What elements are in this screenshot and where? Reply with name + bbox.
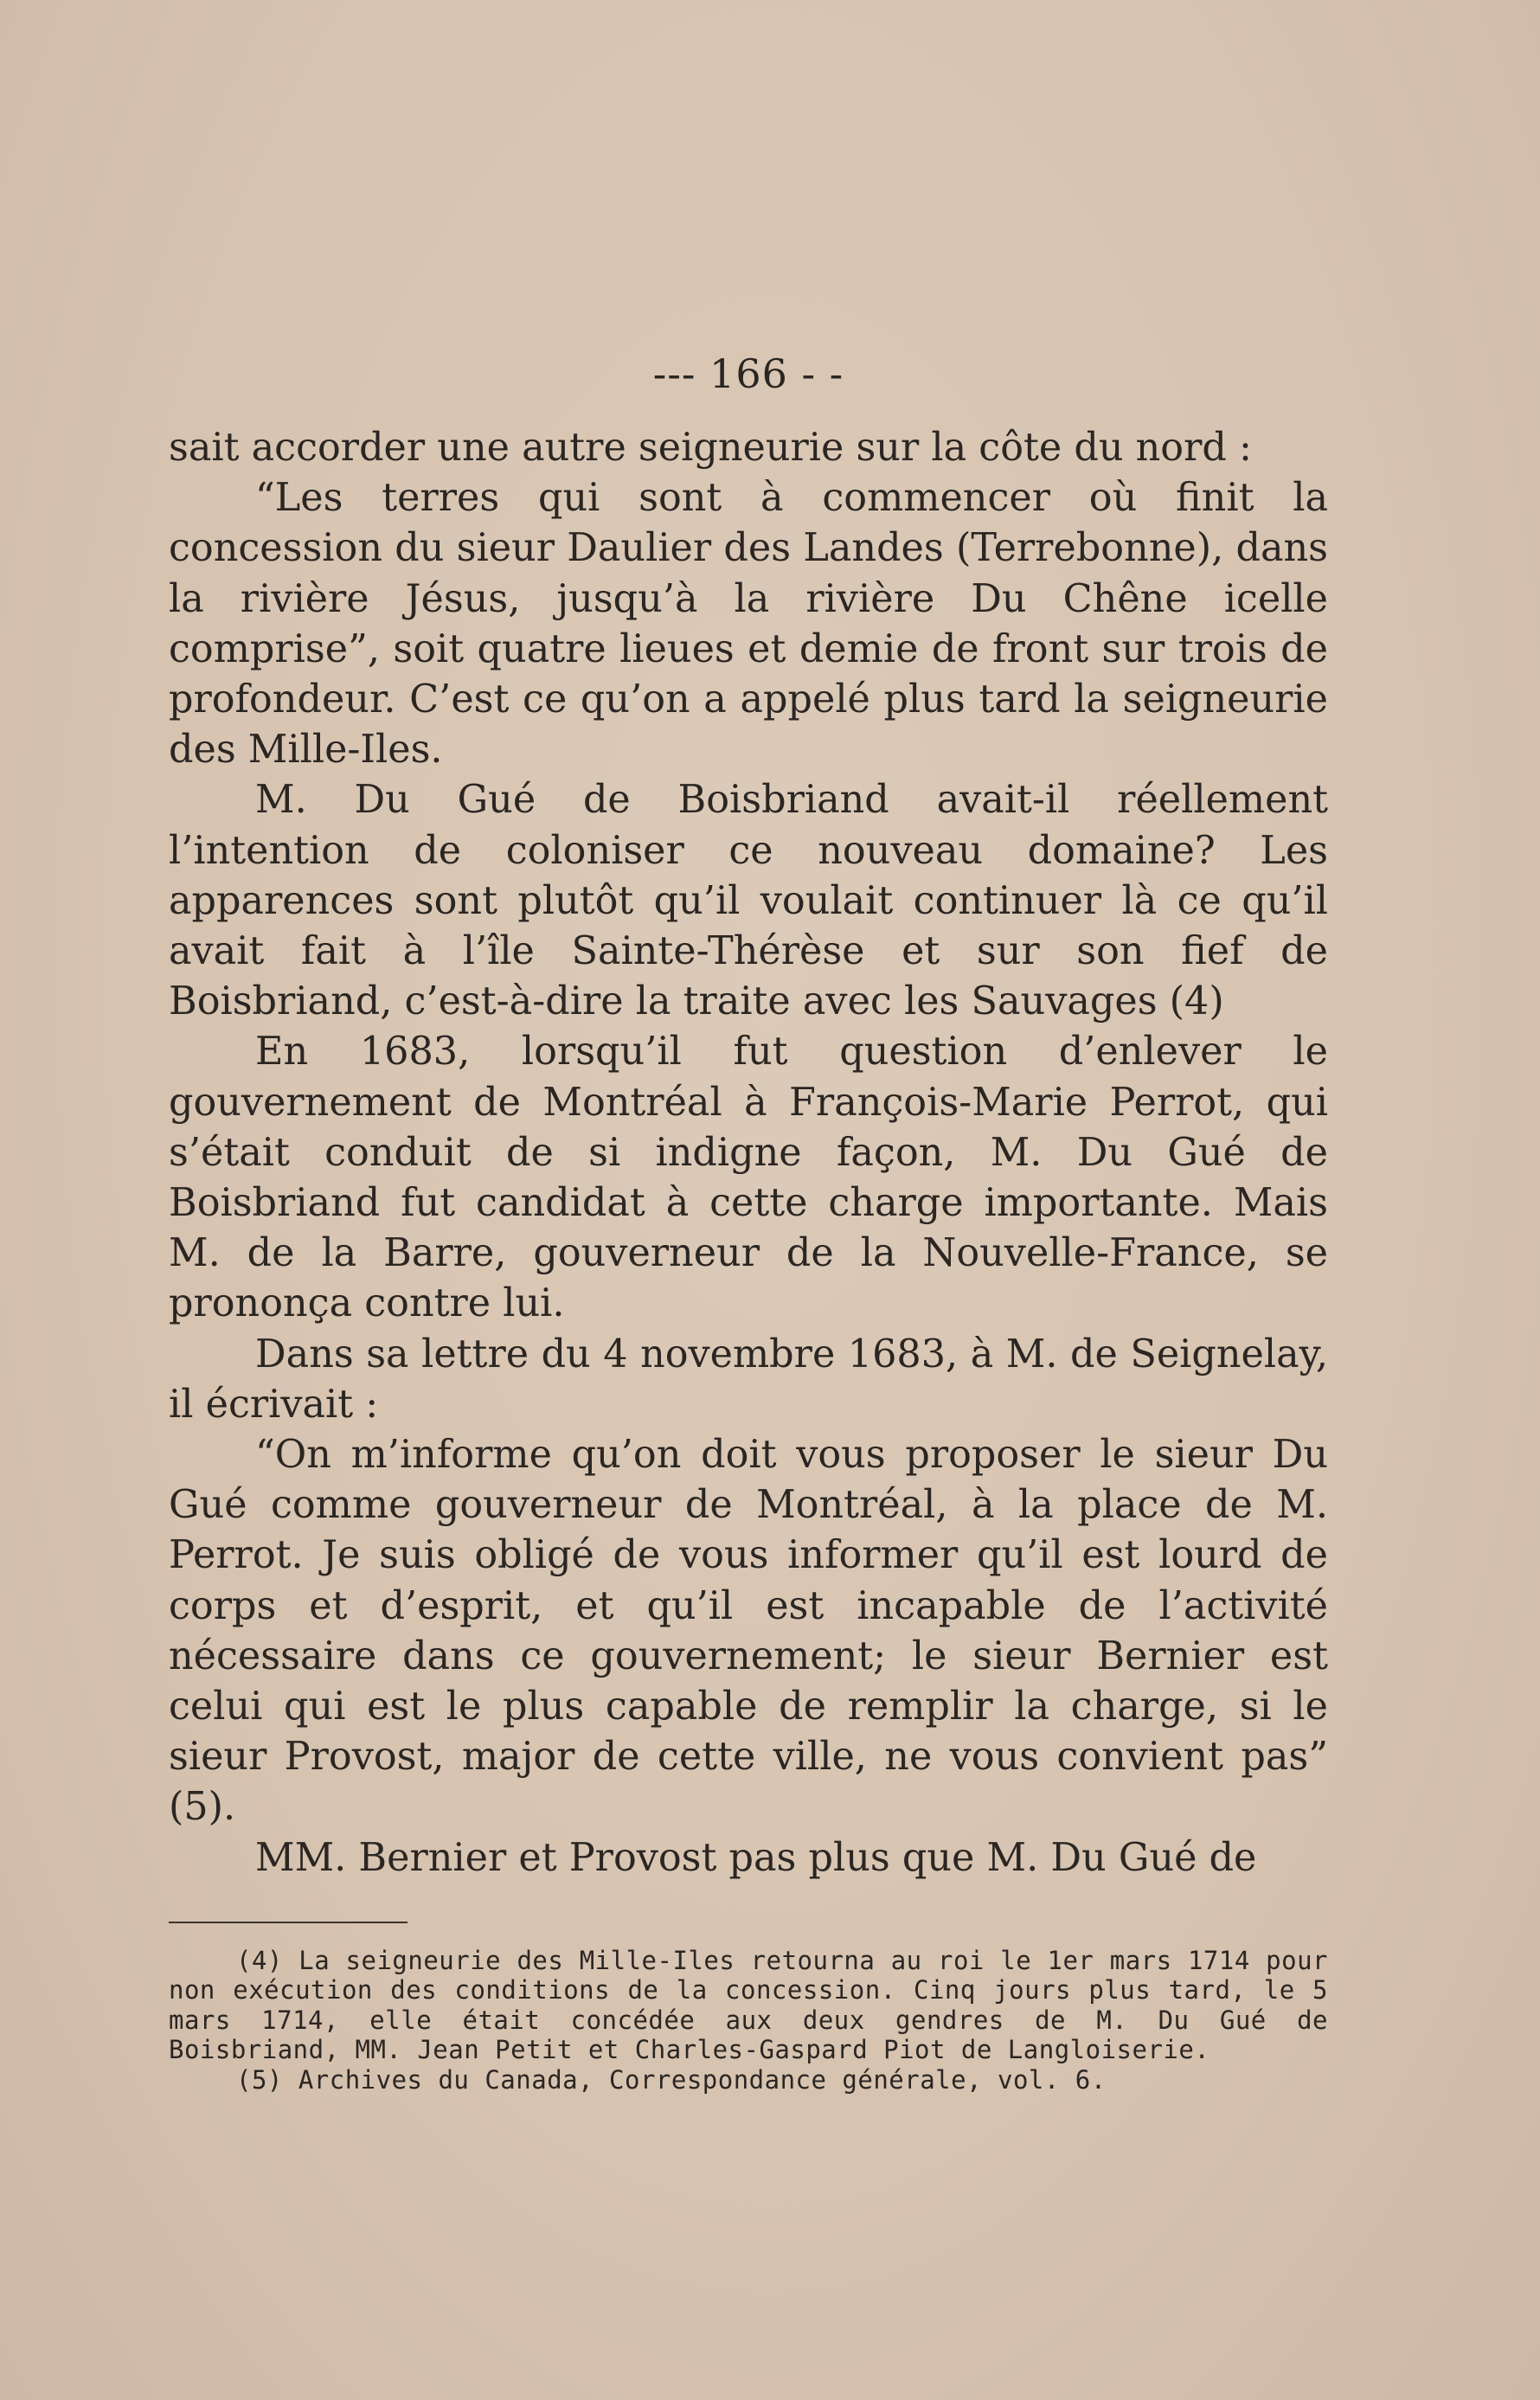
paragraph: “Les terres qui sont à commencer où finit la concession du sieur Daulier des Landes (Terrebonne), dans la rivière Jésus, jusqu’à la rivière Du Chêne icelle comprise”, soit quatre lieues et demie de front sur trois de profondeur. C’est ce qu’on a appelé plus tard la seigneurie des Mille-Iles.: [169, 476, 1328, 773]
body-text: [169, 423, 1328, 1883]
footnote-rule: [169, 1922, 407, 1923]
paragraph: En 1683, lorsqu’il fut question d’enlever le gouvernement de Montréal à François-Marie Perrot, qui s’était conduit de si indigne façon, M. Du Gué de Boisbriand fut candidat à cette charge importante. Mais M. de la Barre, gouverneur de la Nouvelle-France, se prononça contre lui.: [169, 1030, 1328, 1326]
paragraph: M. Du Gué de Boisbriand avait-il réellement l’intention de coloniser ce nouveau domaine? Les apparences sont plutôt qu’il voulait continuer là ce qu’il avait fait à l’île Sainte-Thérèse et sur son fief de Boisbriand, c’est-à-dire la traite avec les Sauvages (4): [169, 778, 1328, 1024]
paragraph: sait accorder une autre seigneurie sur la côte du nord :: [169, 426, 1252, 470]
footnotes: [169, 1946, 1328, 2095]
page-number: --- 166 - -: [652, 350, 844, 397]
paragraph: MM. Bernier et Provost pas plus que M. Du Gué de: [255, 1835, 1257, 1880]
footnote: (4) La seigneurie des Mille-Iles retourna au roi le 1er mars 1714 pour non exécution des conditions de la concession. Cinq jours plus tard, le 5 mars 1714, elle était concédée aux deux gendres de M. Du Gué de Boisbriand, MM. Jean Petit et Charles-Gaspard Piot de Langloiserie.: [169, 1945, 1328, 2065]
paragraph: Dans sa lettre du 4 novembre 1683, à M. de Seignelay, il écrivait :: [169, 1332, 1328, 1427]
book-page: [169, 350, 1328, 2095]
paragraph: “On m’informe qu’on doit vous proposer le sieur Du Gué comme gouverneur de Montréal, à la place de M. Perrot. Je suis obligé de vous informer qu’il est lourd de corps et d’esprit, et qu’il est incapable de l’activité nécessaire dans ce gouvernement; le sieur Bernier est celui qui est le plus capable de remplir la charge, si le sieur Provost, major de cette ville, ne vous convient pas” (5).: [169, 1433, 1328, 1830]
footnote: (5) Archives du Canada, Correspondance générale, vol. 6.: [236, 2064, 1107, 2095]
